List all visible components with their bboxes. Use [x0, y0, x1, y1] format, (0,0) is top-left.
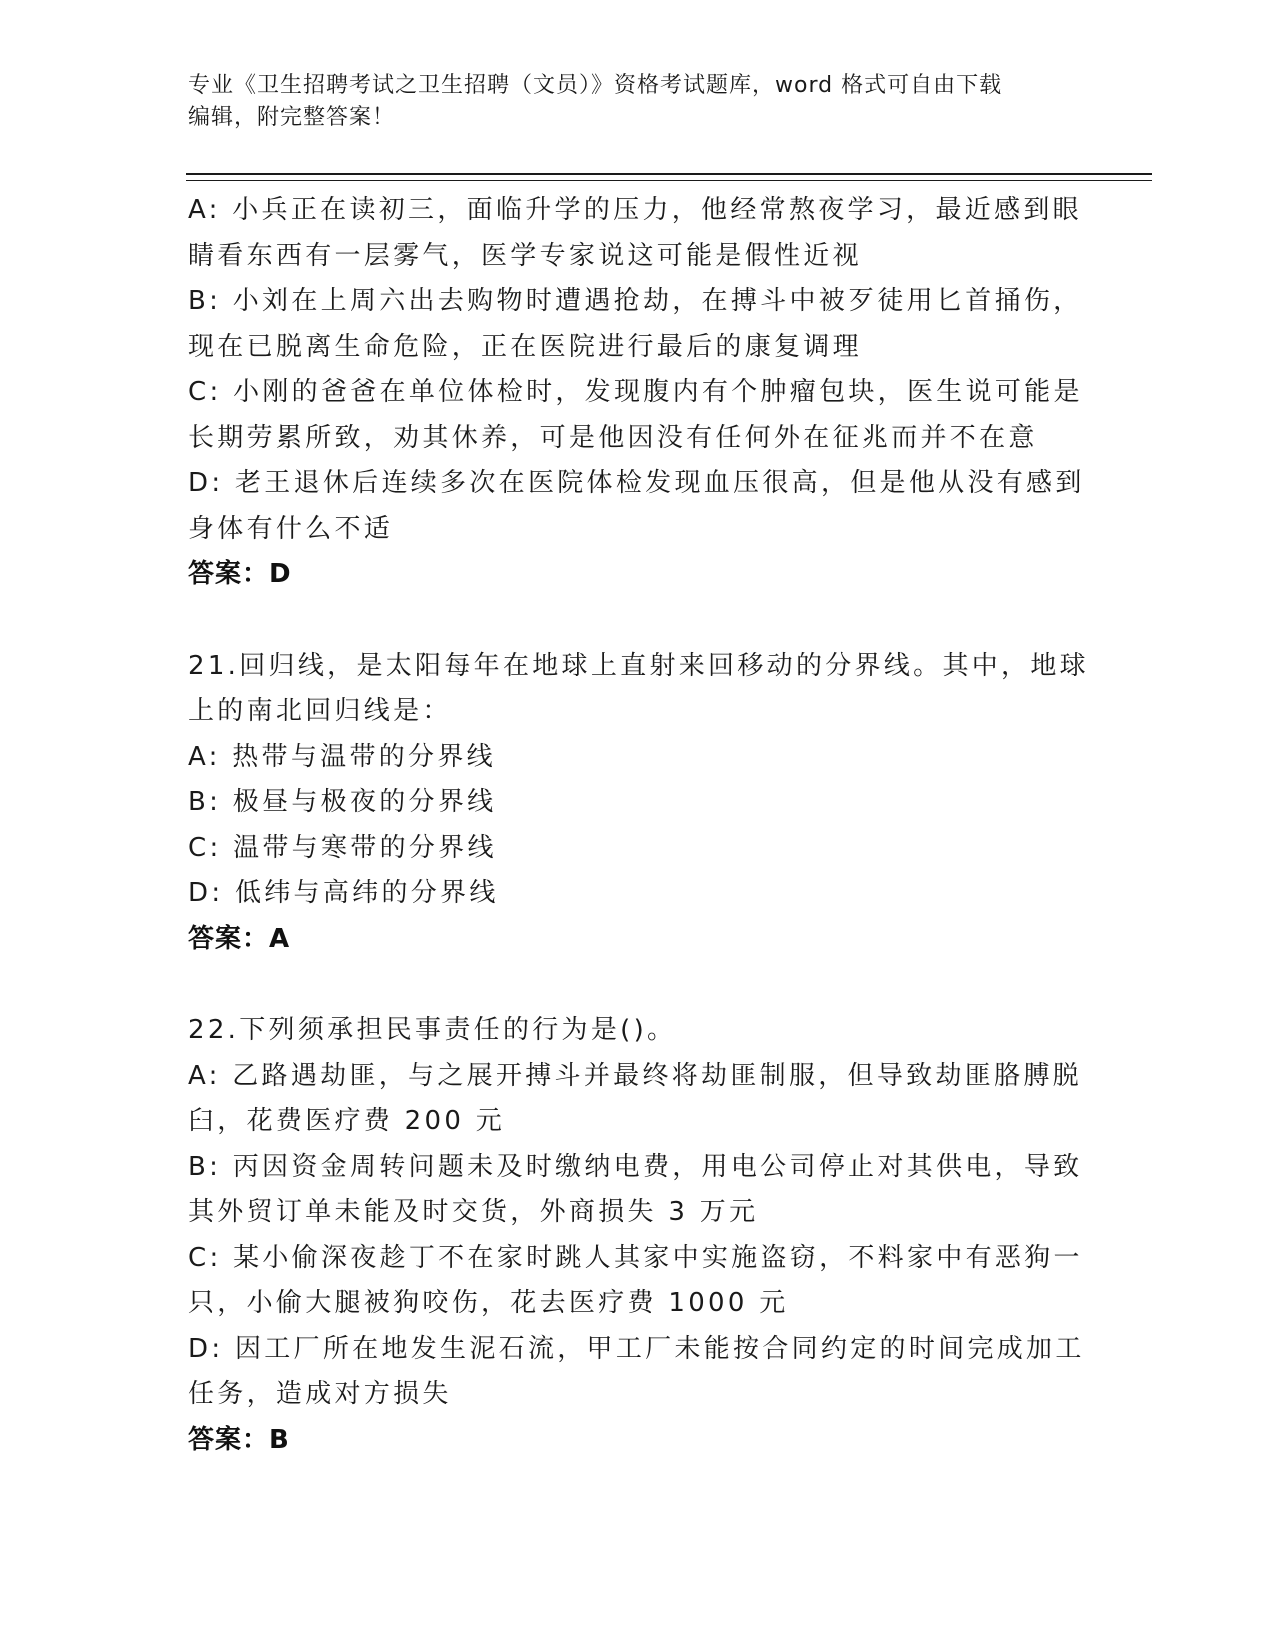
- page-header: [188, 70, 1068, 134]
- option-line: A: 乙路遇劫匪，与之展开搏斗并最终将劫匪制服，但导致劫匪胳膊脱: [188, 1060, 1082, 1091]
- option-line: 现在已脱离生命危险，正在医院进行最后的康复调理: [188, 331, 862, 362]
- q21-stem: [188, 644, 1088, 735]
- q22-option-b: [188, 1145, 1088, 1236]
- option-line: D: 因工厂所在地发生泥石流，甲工厂未能按合同约定的时间完成加工: [188, 1333, 1085, 1364]
- option-line: 长期劳累所致，劝其休养，可是他因没有任何外在征兆而并不在意: [188, 422, 1038, 453]
- q20-option-b: [188, 279, 1088, 370]
- header-rule-thick: [186, 173, 1152, 175]
- q20-option-d: [188, 461, 1088, 552]
- q21-option-d: D: 低纬与高纬的分界线: [188, 878, 499, 908]
- option-line: C: 某小偷深夜趁丁不在家时跳人其家中实施盗窃，不料家中有恶狗一: [188, 1242, 1083, 1273]
- q21-option-b: B: 极昼与极夜的分界线: [188, 787, 497, 817]
- option-line: B: 小刘在上周六出去购物时遭遇抢劫，在搏斗中被歹徒用匕首捅伤，: [188, 286, 1083, 316]
- question-21: [188, 644, 1088, 963]
- q21-answer: 答案：A: [188, 923, 291, 954]
- question-20: [188, 188, 1088, 598]
- header-line-2: 编辑，附完整答案！: [188, 105, 396, 130]
- option-line: B: 丙因资金周转问题未及时缴纳电费，用电公司停止对其供电，导致: [188, 1151, 1083, 1182]
- option-line: A: 小兵正在读初三，面临升学的压力，他经常熬夜学习，最近感到眼: [188, 195, 1082, 225]
- option-line: 身体有什么不适: [188, 513, 394, 544]
- question-22: [188, 1008, 1088, 1463]
- q20-option-c: [188, 370, 1088, 461]
- q22-option-a: [188, 1054, 1088, 1145]
- q20-answer: 答案：D: [188, 559, 292, 589]
- option-line: 臼，花费医疗费 200 元: [188, 1106, 506, 1136]
- option-line: C: 小刚的爸爸在单位体检时，发现腹内有个肿瘤包块，医生说可能是: [188, 377, 1083, 407]
- section-gap: [188, 962, 1088, 1008]
- option-line: 只，小偷大腿被狗咬伤，花去医疗费 1000 元: [188, 1288, 789, 1318]
- option-line: D: 老王退休后连续多次在医院体检发现血压很高，但是他从没有感到: [188, 468, 1085, 498]
- header-rule-thin: [186, 180, 1152, 181]
- stem-line: 上的南北回归线是：: [188, 696, 452, 726]
- q22-answer: 答案：B: [188, 1424, 290, 1455]
- q22-stem: 22.下列须承担民事责任的行为是()。: [188, 1015, 677, 1045]
- q20-option-a: [188, 188, 1088, 279]
- q21-option-c: C: 温带与寒带的分界线: [188, 832, 497, 863]
- option-line: 其外贸订单未能及时交货，外商损失 3 万元: [188, 1197, 759, 1227]
- q22-option-c: [188, 1236, 1088, 1327]
- option-line: 任务，造成对方损失: [188, 1379, 452, 1409]
- q22-option-d: [188, 1327, 1088, 1418]
- question-content: [188, 188, 1088, 1463]
- section-gap: [188, 598, 1088, 644]
- option-line: 睛看东西有一层雾气，医学专家说这可能是假性近视: [188, 240, 862, 271]
- stem-line: 21.回归线，是太阳每年在地球上直射来回移动的分界线。其中，地球: [188, 650, 1089, 681]
- header-line-1: 专业《卫生招聘考试之卫生招聘（文员）》资格考试题库，word 格式可自由下载: [188, 73, 1003, 98]
- q21-option-a: A: 热带与温带的分界线: [188, 741, 496, 772]
